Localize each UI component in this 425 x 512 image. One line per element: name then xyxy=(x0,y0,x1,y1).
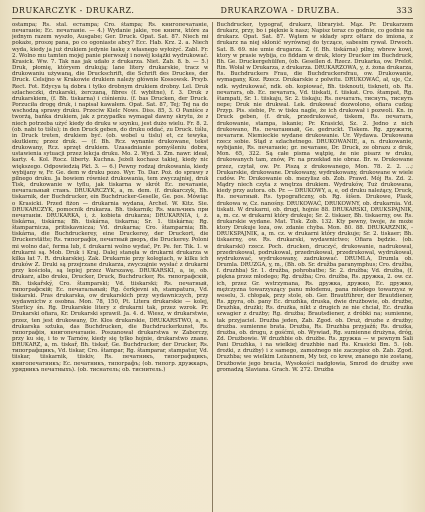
right-column xyxy=(217,22,413,512)
header-right xyxy=(221,6,413,15)
text-columns xyxy=(12,22,413,512)
running-header xyxy=(12,6,413,19)
column-divider xyxy=(212,22,213,512)
right-header-title: DRUKARZOWA - DRUZBA. xyxy=(220,6,340,15)
left-header-title: DRUKARCZYK - DRUKARZ. xyxy=(12,6,135,15)
page-number: 333 xyxy=(396,6,413,15)
left-column-text: ostampa; Rs. stal. eстampa; Cro. štampa; Rs. книгопечатаніе, печатаніе; Ec. печатаніе. — 4.) Wydanie jakie, тое книги, które za jednym razem wyszło, Ausgabe; Ger. Druck. Opat. Sat. 87. Niech mi pokaże, proszę pana, po co ogoniaste abcy? Ecc. Hab. Krz. 2. a. Niech wyda, kiedy ja już drukiem jedynie łaskę z własnego wyłożyć. Zabl. Fr. 2. Wolno mu tamten mojej panie pierwszéj i nowéj książki wydrukować. Krasick. Ww. 7. Tak nas jak udało z drukarza. Niet. Zab. 8. b. — 5.) Druk, płomię, któryem drukują; lane litery drukarskie, tracz w drukowaniu używaną, die Druckschrift, die Schrift des Druckes, der Druck. Celsijno w Krakowie drukiem należy głównie Kossowsk. Prsyb. Rect. Fot. Edycya tą dobra i tylko drobnym drukiem drobny. Lel. Druk szlacheczki, drukarski, żerczaną, fibres (f. wybitne), f. 3. Druk z drukarskiem, (f. Bh. tiskarna) i ciśnieniu. (f. bas Drucken, der Druck. Porzuciła drogę druk, i napisał kawałem. Opat. Sat. 87, Tej; Tej na do wschodzą sprawy druku. Przeciw Kielc Nows. Diss. 85, 3. O Paniśce z tworżą, bańka drukiem, jak z przypadku wymagał dawny skrytu, że z niech potrzeba użyć kiedy do druku w szynku, jest dużo wielu. Fr. 8. 2. (ob. nabi to tiślu); in den Druck geben, do druku oddać, zu Druck. tiślu, in Druck treten, drukiem być. (ob. wobel u tislu) et, cz tewyka, skutkiem; przez druk. — (f. Bh. Rcz. wynanie drukowane, tekst drukowany, Rcz. sprzęt drukiem. Uzasadnianie pomyśleniu dobra, ustawienia sytuacji przez lekcja druku. Mo. 2. Wyd. 3. Zm. nawr. ideał, karty. 4. Kol. Rocz. liberty. Kuchna. Jeżeli kochasz takiej, kiedy nic większego. Odpowiedzią Pkt. 3. — 6.) Pewny rodzaj drukowania, kiedy wybijany w, Fr. Ge. dem w druku pozo. Wyr. To. Dar. Poż. do sprawy z pilnego druku. Ja bowiem również drukowania, tem zwyczajniej, druk Tisk, drukowanie w tyflu, jak tiskarna w skrót Ec. печатаніе, печатальный станъ. DRUKARCZYK, a, m. dem. (f. drukarczyk, Bh. tiskarnik, der Buchdrucker, ein Buchdrucker-Geselle, Ge. pos. Mówiąc o Krasicki. Przed fiżon — drukarnia wydana, Archel. W. Kitz. Sie. DRUKARCZYK, pomocnik drukarza. Bh. tiskarnik; Rs. мальчикъ при печатаніи. DRUKARKA, i, ż. kobieta drukarza; DRUKARNIA, i, ż. tiskárna, tiskárna; Bh. tiskárna, tiskarna; Sr. 1. tiiskárna; Rg. štamparnicza, pritiskavnicza; Vd. drukarna; Cro. štamparnia; Bh. tiskárna, die Buchdruckerey, eine Druckerey, der Druckort, die Druckerstätte; Rs. типографія, печатный дворъ, die Druckerey. Poloni mi wolno dać, ferma lub, f. drukarni wolno wydać, Pr. Pe. fer. Tik. 1. w drukarni są. Mob. Druk i Kraj. Dalej stanęła w drukarni drukarza w kilka łat 7. R. drukarskiej. Zak. Drukarnie przy kolegiach, w kilku ich druków Z. Druki są przejrzane drukarza, zwyczajnie wysłać z drukarni przy kościoła, są lepiej przez Warszawę. DRUKARSKI, a, ie, ob. drukarz, albo druku, Drucker, Druck, Buchdrucker, Rs. типографскій, Bh. tiskařský, Cro. štamparski; Vd. tiiskarski; Rs. печатный, типографскій; Ec. печатальный; Rg. čerkjevni sh, stampatura, Vd. tiskarski. Pras drukarska, ow drukarskich przy wydawniczych, przy wydawnictw z osobna. Mon. 78, 150, Pt. Litera drukarskie — kolej, Sterlicy śn. Rg. Drukarskie litery z drukarni tak, przez wzrok. Pr. Drukarski ofiara, Kr. Drukarski sprawił. Ja. 4. d. Wiesz, w drukarstwie, przez, ten jest drukowany, Dr. Kłos drukarskie, DRUKARSTWO, a, n. drukarska sztuka, das Buchdrucken, die Buchdruckerkunst, Rs. типографія, книгопечатаніе. Poszanował drukarstwa w Zaborczy, przy ku się, i to w Tarnów, kiedy się tylko hojnie, drukarstwo znane. DRUKARZ, a, m. tiskař, Bh. tiskař, Ge. Buchdrucker, der Drucker, Rs. типографщикъ, Vd. tiskar, Cro. štampar, Rg. štamparar, stampatur, Vd. tiiskar, tiiskarnik, tiiskiv, Rs. печатникъ, типографщикъ, книгопечатникъ; Ec. печатникъ, типографъ; (ob. типогр. дружкаръ, урядникъ печатныхъ). (ob. тиснатель; ob. тиснитель.) xyxy=(12,22,209,373)
header-left xyxy=(12,6,204,15)
left-column xyxy=(12,22,208,512)
right-column-text: Buchdrucker, typograf, drukarz, libraryist. Mąz. Pr. Drukarzem drukarz, przy, bo i pięknie k nasz; Napisz teraz co godnie, co godnie na drukarz. Opat. Sat. 87. Wątem w składy sprz ołtarz do imiona, z drukarz na niej skłonić wyrównej do tyczące, sabesim rywał. Drwoch. Sat. B. 69. nie umie drugarza. Z. (f. Bh. tiskárna) pilny, wbrew kowi, ktory w prasie wybija, co fiddam w druk, ktory Drucker im Buchdruck, Bh. Ge. Druckergehülfen, (ob. Gesellen d. Rzecz. Drukarka, ow. Prelot. Rin. Wołał w Drukarza, z drukarza. DRUKARZOWA, y, ż. żona drukarza, Rs. Buchdruckers Frau, die Buchdruckersfrau, ow. Drukowanie, wymagany, Koz. Rzecz. Drukarskie z polwitu. DRUKOWAĆ, ał, uje, Cz. ndk. wydrukować, ndk. ob. kopiować, Bh. tisknouti, tiskneti, ob. Rs. печатать, ob. Ec. печатать, Vd. tiiskati, f. tiiskat. Cro. štampat, Rg. štampati, Sr. 1. tiiskaju, Sr. 2. tiskaju; Rs. печатать, тиснуть, тиснуть пере; Druk nie drukwał. Lek. drukować dozwolono, ofiara cudzą; Przyp. Pis. siebie, Pr. w tisku nagle, że ich drukował i pozwoli. Kn. in Druck geben, (f. druk, przedrukować, tiskem, Rs. печатать, drukowanie, stampa, iskanie; Pr. Krasicki, Sz. 2. Jedno z nich drukowano, Rs. печатанный, Ge. gedruckt. Tiskem. Rg. дружити, печатати. Niemieckie wydane drukowanie. Ur. Wydawa. Drukowana rzecz sobie. Stąd z szlachetnego. DRUKOWANIE, a, n. drukowanie, wybijanie, Rs. печатаніе; gr. печатане, Dr. Druck, ze obrazu z druk, Mon. 65, 322. Są całe pisma wątpię, że nie pisarz w druku, drukowanych tam, znów, Pr. na przekład nie obraz. Br. w. Drukowane przez, czytał, ow. Pr. Piszą z drukowanego, Mon. 78. 2. 2. ...; Drukarskie, drukowane. Drukowany, wydrukowany, drukowane w wiele cudów. Pr. Drukowanie ob. mezylisz ob. Zob. Prawd. Mój Rs. Zd. 2. Mądry niech czyta z wnętrza drukiem. Wydruków, Tuż drukowana, kiedy przy autora. ob. Pr. — DRUKOWY, a, e, od druku należący, Druck, Rs. печатный. Rs. typograficzny, ob. Rg. šišen. Drukowe, Plask, drukowa w, Cz. nanośny. DRUKOWAĆ, DRUKOWNY, ob. drukarnia. Vd. tiskati. W drukarni, ob. drugi, hojnie 88. DRUKARSKI, DRUKSPAJNIK, a, m. cz. w drukarni który drukuje; Sr. 2. tiskaer, Bh. tiskaerny, ow. Rs. drukarskie wydane. Mat. Tisk. Zob. 132. Kty pewny, twoje, że może ktory Drukuje loza, ow. zdanie chyba. Mon. 80. 88. DRUKARZNIK, -DRUKSPAJNIK, a, m. cz. w drukarni który drukuje; Sr. 2. tiskaer; Bh. tiskaerny, ow. Rs. drukarski, wydawnictwo; Ofiara będzie. (ob. drukarski) rzecz. Poch. drucken, druczyć, drukowanie, nadrukowal, przedrukowal, podrukowal, przedrukowal, przedrukowal, wydrukowal, wydrukować, wydrukowany, zadrukować. DRUMLA, Drumla ob. Drumla. DRUZGA, y, m., (Bh. ob. Sr. družba paranymphus; Cro. družba, f. druzhba) Sr. 1. družba, pohrobatbe; Sr. 2. družba; Vd. družba, (f. piękna przez młodego; Rg. družba; Cro. družba, Rs. дружка, 2. ow. cz. ich, przez Gr. wstrzymana, Rs. дружка, дружко, Ec. дружко, mężczyzna towarzyszący panu młodemu, pana młodego towarzysz w weselu, 3. chłopak, przy stole, ob. Ger. Brautführer, der Brautdiener, Rs. друга, ob. pany Ec. druzhka, druska, dwie drużbowie, ob. drużbe, Druzhka, drużki; Rs. drużka, nikt z drugich ze nie chciał, Ec. drużka szwagier z drużby; Rg. drużba; Brautsdiener, z dróbki na; sumienne, tak przyjaciel. Drużba jeden, Zab. Zgod. ob. Druż, druzhe z drużby; drużba. sumienne brata. Drużba, Rs. Druzhba przyjaźń; Rs. drużka, drużba, ob. drugu, z gośćmi, ob. Wywiad, Rg. sumienne drużyna, dróg, Zd. Drużbowie. W druzhbie ob. drużbe. Rs. дружка — w pewnym Sali Pani Druzhka, i na wielkiej druzhbie nad Rs. Krasicki Bm. 5. (ob. drożki, z drużby) i z samego, zamożnego nie zaczepisz ob. Zab. Zgod. Druzhba; we wielkim Leżannem, My też, co krew, znanego nie zostanę, Drużbowie jego bracia, Wysokości nadgłowia, Smrod do drużby swe gromadzą Slaviana. Grach. W. 272. Drużba xyxy=(216,22,413,373)
